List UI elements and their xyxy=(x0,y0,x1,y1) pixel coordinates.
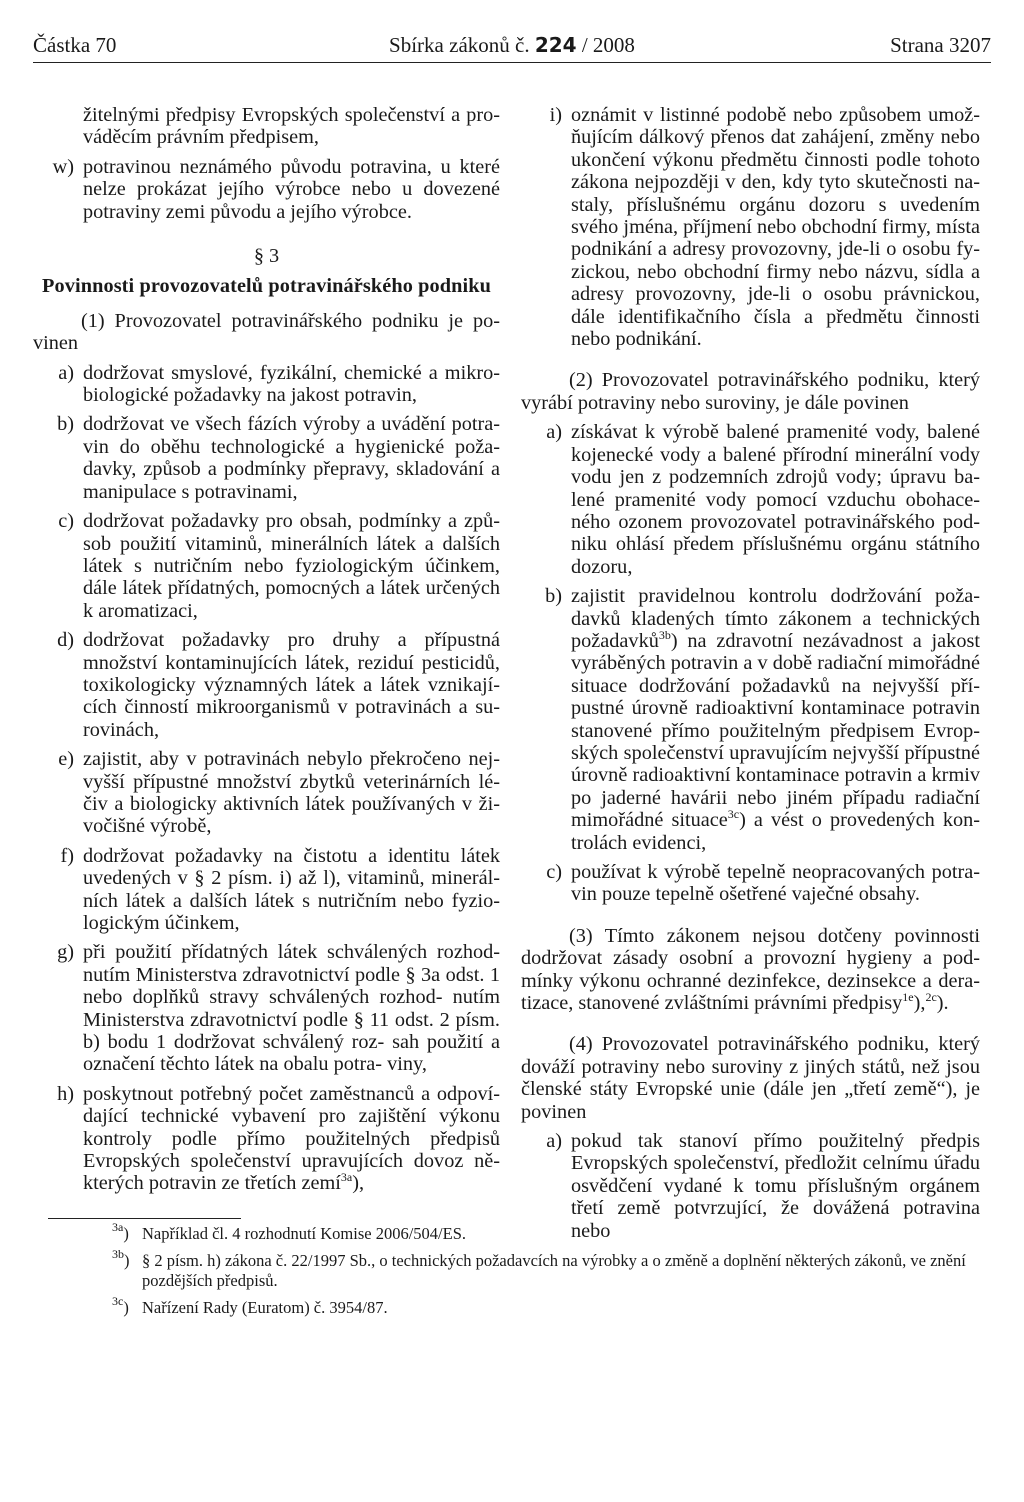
list-item-2c xyxy=(521,861,980,906)
item-label: b) xyxy=(545,585,562,608)
item-text: získávat k výrobě balené pramenité vody, balené kojenecké vody a balené přírodní minerální vody vodu jen z podzemních zdrojů vody; úpravu ba- lené pramenité vody pomocí vzduchu obohace- ného ozonem provozovatel potravinářského pod- niku ohlásí předem příslušnému orgánu státního dozoru, xyxy=(571,421,980,578)
list-item-h xyxy=(33,1083,500,1195)
footnote-ref-1e: 1e xyxy=(902,990,914,1005)
footnote-text: § 2 písm. h) zákona č. 22/1997 Sb., o technických požadavcích na výrobky a o změně a doplnění některých zákonů, ve znění pozdějších předpisů. xyxy=(142,1251,966,1290)
footnote-number: 3c xyxy=(112,1294,124,1308)
list-item-2a xyxy=(521,421,980,578)
item-h-text: poskytnout potřebný počet zaměstnanců a odpoví- dající technické vybavení pro zajištění výkonu kontroly podle přímo použitelných předpisů Evropských společenství upravujících dovoz ně- kterých potravin ze třetích zemí xyxy=(83,1082,500,1195)
list-item-w xyxy=(33,156,500,223)
footnote-ref-3c: 3c xyxy=(727,807,740,822)
item-h-tail: ), xyxy=(352,1172,365,1195)
item-text: dodržovat smyslové, fyzikální, chemické a mikro- biologické požadavky na jakost potravin, xyxy=(83,361,500,407)
item-b-part3: ) a vést o provedených kon- trolách evidenci, xyxy=(571,809,980,854)
law-year: / 2008 xyxy=(581,33,635,57)
law-number: 224 xyxy=(534,33,577,57)
list-item xyxy=(33,941,500,1075)
item-label: e) xyxy=(58,748,74,771)
section-heading: Povinnosti provozovatelů potravinářského podniku xyxy=(41,275,491,298)
item-label: d) xyxy=(57,629,74,652)
left-column xyxy=(33,104,500,1202)
continued-item-text: žitelnými předpisy Evropských společenství a pro- váděcím právním předpisem, xyxy=(83,104,500,149)
paragraph-3 xyxy=(521,925,980,1015)
list-item xyxy=(33,629,500,741)
item-label: c) xyxy=(58,510,74,533)
item-label: a) xyxy=(546,421,562,444)
item-b-part1: zajistit pravidelnou kontrolu dodržování poža- davků kladených tímto zákonem a technických požadavků xyxy=(571,585,980,652)
collection-title xyxy=(33,30,991,60)
item-text: používat k výrobě tepelně neopracovaných potra- vin pouze tepelně ošetřené vaječné obsahy. xyxy=(571,861,980,906)
paragraph-1: (1) Provozovatel potravinářského podniku je po- vinen xyxy=(33,309,500,355)
item-label: f) xyxy=(60,844,74,867)
footnote-item xyxy=(112,1247,992,1291)
item-text xyxy=(83,1083,500,1195)
para3-end: ). xyxy=(936,992,949,1015)
item-text: při použití přídatných látek schválených rozhod- nutím Ministerstva zdravotnictví podle § 3a odst. 1 nebo doplňků stravy schválených rozhod- nutím Ministerstva zdravotnictví podle § 11 odst. 2 písm. b) bodu 1 dodržovat schválený roz- sah použití a označení těchto látek na obalu potra- viny, xyxy=(83,941,500,1076)
collection-prefix: Sbírka zákonů č. xyxy=(389,33,530,57)
item-text: dodržovat požadavky na čistotu a identitu látek uvedených v § 2 písm. i) až l), vitaminů, minerál- ních látek a dalších látek s nutričním nebo fyzio- logickým účinkem, xyxy=(83,844,500,934)
page-header xyxy=(33,30,991,60)
paragraph-4: (4) Provozovatel potravinářského podniku, který dováží potraviny nebo suroviny z jiných států, než jsou členské státy Evropské unie (dále jen „třetí země“), je povinen xyxy=(521,1033,980,1123)
item-label: c) xyxy=(546,861,562,883)
list-item xyxy=(33,362,500,407)
footnote-text: Nařízení Rady (Euratom) č. 3954/87. xyxy=(142,1298,388,1317)
item-label: b) xyxy=(57,413,74,436)
issue-number: Částka 70 xyxy=(33,33,117,57)
item-text: oznámit v listinné podobě nebo způsobem umož- ňujícím dálkový přenos dat zahájení, změny nebo ukončení výkonu předmětu činnosti podle tohoto zákona nejpozději v den, kdy tyto skutečnosti na- staly, příslušnému orgánu dozoru s uvedením svého jména, příjmení nebo obchodní firmy, místa podnikání a adresy provozovny, jde-li o osobu fy- zickou, nebo obchodní firmy nebo názvu, sídla a adresy provozovny, jde-li o osobu právnickou, dále identifikačního čísla a předmětu činnosti nebo podnikání. xyxy=(571,104,980,351)
item-text xyxy=(571,585,980,854)
list-item xyxy=(33,748,500,838)
footnotes xyxy=(112,1220,992,1325)
item-text: potravinou neznámého původu potravina, u které nelze prokázat jejího výrobce nebo u dovezené potraviny zemi původu a jejího výrobce. xyxy=(83,155,500,223)
list-item xyxy=(33,845,500,935)
list-item-i xyxy=(521,104,980,350)
footnote-mark: $^{3c}$) xyxy=(112,1294,129,1317)
item-text: zajistit, aby v potravinách nebylo překročeno nej- vyšší přípustné množství zbytků veterinárních lé- čiv a biologicky aktivních látek používaných v ži- vočišné výrobě, xyxy=(83,748,500,838)
footnote-mark: $^{3a}$) xyxy=(112,1220,129,1243)
item-label: a) xyxy=(58,361,74,384)
footnote-ref-3a: 3a xyxy=(340,1170,353,1185)
item-label: g) xyxy=(57,941,74,964)
list-item xyxy=(33,510,500,622)
item-label: a) xyxy=(546,1130,562,1153)
right-column xyxy=(521,104,980,1249)
footnote-number: 3a xyxy=(112,1220,124,1234)
footnote-mark: $^{3b}$) xyxy=(112,1247,130,1270)
footnote-ref-2c: 2c xyxy=(925,990,937,1005)
item-text: pokud tak stanoví přímo použitelný předpis Evropských společenství, předložit celnímu úřadu osvědčení vydané k tomu příslušným orgánem třetí země potvrzující, že dovážená potravina nebo xyxy=(571,1130,980,1242)
footnote-ref-3b: 3b xyxy=(658,627,671,642)
item-text: dodržovat ve všech fázích výroby a uvádění potra- vin do oběhu technologické a hygienické poža- davky, způsob a podmínky přepravy, skladování a manipulace s potravinami, xyxy=(83,413,500,503)
section-number: § 3 xyxy=(253,245,280,268)
footnote-number: 3b xyxy=(112,1247,124,1261)
footnote-text: Například čl. 4 rozhodnutí Komise 2006/504/ES. xyxy=(142,1224,466,1243)
item-b-part2: ) na zdravotní nezávadnost a jakost vyráběných potravin a v době radiační mimořádné situace dodržování požadavků na nejvyšší pří- pustné úrovně radioaktivní kontaminace potravin stanovené přímo použitelným předpisem Evrop- ských společenství upravujícím nejvyšší přípustné úrovně radioaktivní kontaminace potravin a krmiv po jaderné havárii nebo jiném případu radiační mimořádné situace xyxy=(571,629,980,832)
item-text: dodržovat požadavky pro druhy a přípustná množství kontaminujících látek, reziduí pesticidů, toxikologicky významných látek a látek vznikají- cích činností mikroorganismů v potravinách a su- rovinách, xyxy=(83,629,500,741)
page-number: Strana 3207 xyxy=(890,33,991,57)
list-item-2b xyxy=(521,585,980,854)
item-label: w) xyxy=(52,155,74,178)
header-rule xyxy=(33,62,991,63)
item-label: i) xyxy=(549,104,562,126)
para3-mid: ), xyxy=(913,992,926,1015)
footnote-rule xyxy=(48,1218,241,1219)
footnote-item xyxy=(112,1294,992,1318)
item-label: h) xyxy=(57,1082,74,1105)
footnote-item xyxy=(112,1220,992,1244)
para3-text: (3) Tímto zákonem nejsou dotčeny povinnosti dodržovat zásady osobní a provozní hygieny a pod- mínky výkonu ochranné dezinfekce, dezinsekce a dera- tizace, stanovené zvláštními právními předpisy xyxy=(521,924,980,1015)
item-text: dodržovat požadavky pro obsah, podmínky a způ- sob použití vitaminů, minerálních látek a dalších látek s nutričním nebo fyziologickým účinkem, dále látek přídatných, pomocných a látek určených k aromatizaci, xyxy=(83,510,500,622)
paragraph-2: (2) Provozovatel potravinářského podniku, který vyrábí potraviny nebo suroviny, je dále povinen xyxy=(521,369,980,414)
list-item xyxy=(33,413,500,503)
